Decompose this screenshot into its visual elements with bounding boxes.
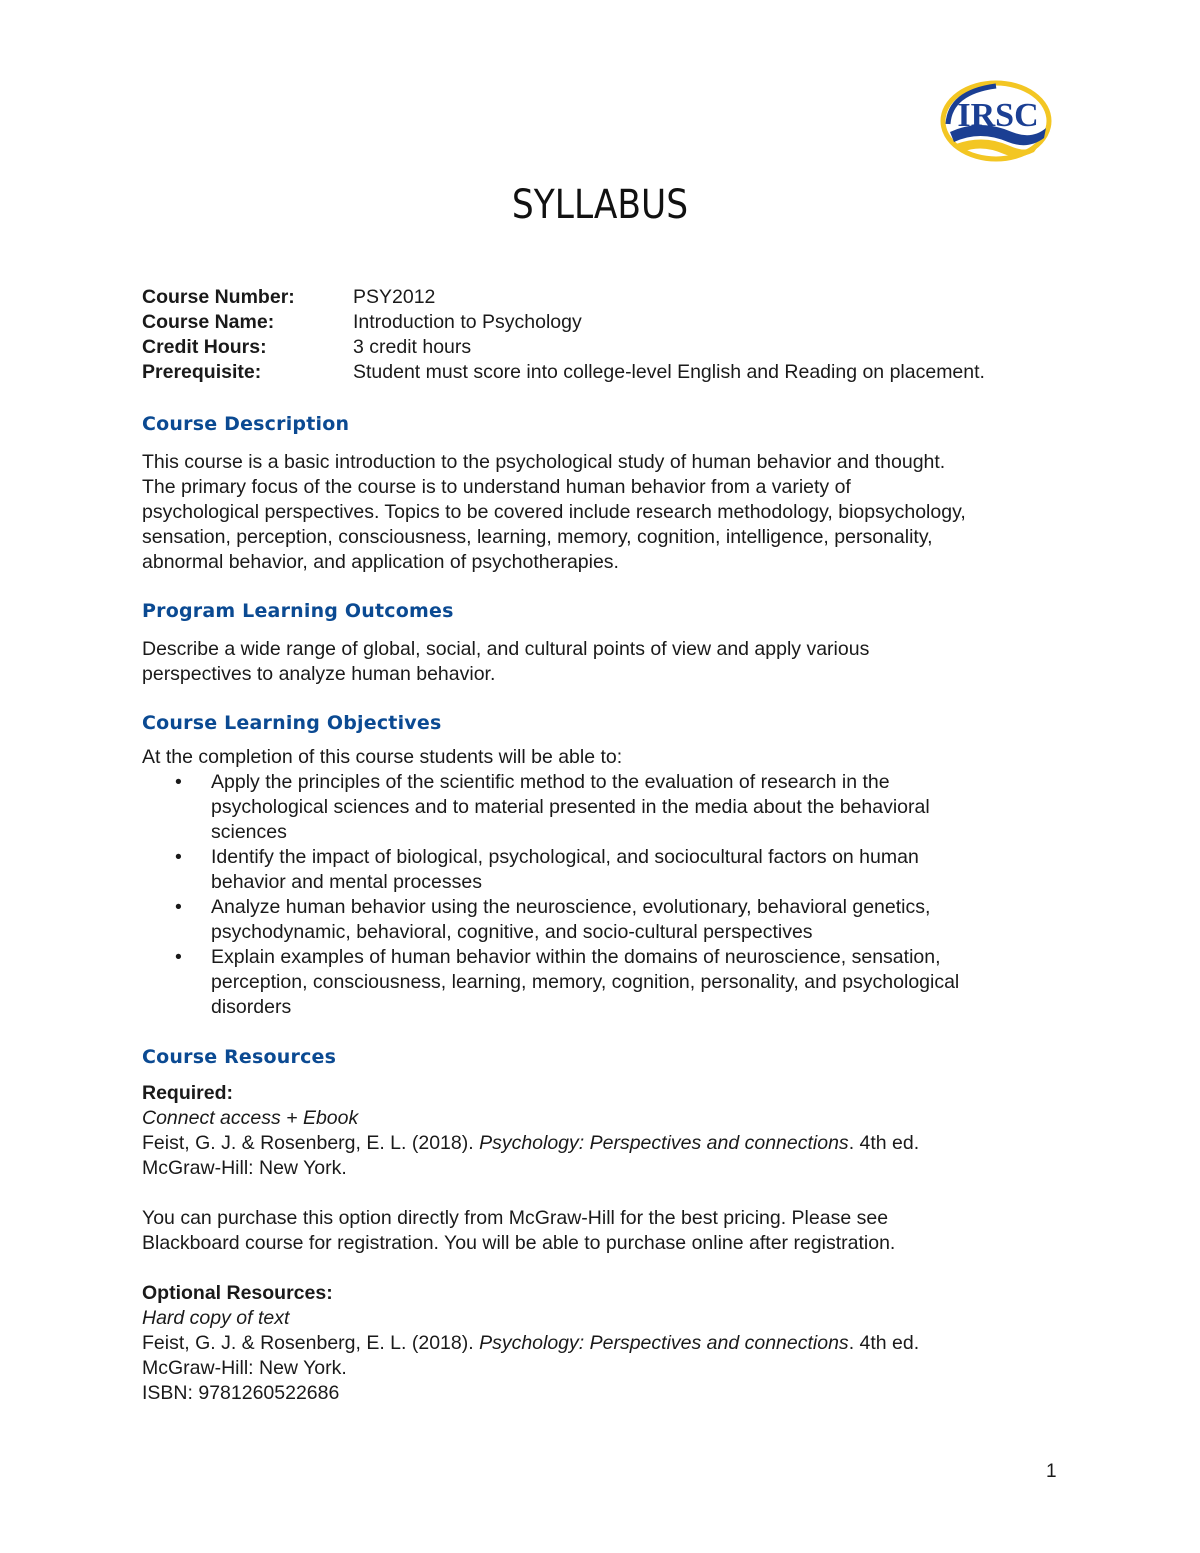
- page-title: SYLLABUS: [511, 182, 689, 228]
- objectives-list: [142, 770, 1072, 1020]
- objectives-intro: At the completion of this course students will be able to:: [142, 746, 623, 768]
- optional-item: Hard copy of text: [142, 1307, 290, 1329]
- bullet-icon: •: [175, 846, 182, 868]
- info-credit-hours: [142, 335, 1072, 360]
- text-line: sensation, perception, consciousness, learning, memory, cognition, intelligence, personality,: [142, 526, 933, 548]
- page-number: 1: [1046, 1461, 1057, 1482]
- optional-citation: [142, 1331, 1072, 1356]
- info-value: 3 credit hours: [353, 336, 472, 358]
- optional-publisher: McGraw-Hill: New York.: [142, 1357, 347, 1379]
- text-line: You can purchase this option directly from McGraw-Hill for the best pricing. Please see: [142, 1207, 889, 1229]
- text-line: abnormal behavior, and application of psychotherapies.: [142, 551, 619, 573]
- text-line: Describe a wide range of global, social, and cultural points of view and apply various: [142, 638, 870, 660]
- text-line: psychodynamic, behavioral, cognitive, and socio-cultural perspectives: [211, 921, 813, 943]
- text-line: psychological sciences and to material presented in the media about the behavioral: [211, 796, 930, 818]
- required-resources: [142, 1081, 1072, 1256]
- info-label: Prerequisite:: [142, 361, 262, 383]
- optional-isbn: ISBN: 9781260522686: [142, 1382, 340, 1404]
- info-value: PSY2012: [353, 286, 436, 308]
- citation-title: Psychology: Perspectives and connections: [479, 1332, 849, 1354]
- course-info: [142, 285, 1072, 385]
- text-line: disorders: [211, 996, 292, 1018]
- citation-edition: . 4th ed.: [848, 1332, 920, 1354]
- content: [142, 285, 1072, 1406]
- required-publisher: McGraw-Hill: New York.: [142, 1157, 347, 1179]
- text-line: Explain examples of human behavior within the domains of neuroscience, sensation,: [211, 946, 941, 968]
- course-description-text: [142, 450, 1072, 575]
- text-line: behavior and mental processes: [211, 871, 482, 893]
- irsc-logo: [940, 80, 1052, 162]
- heading-course-description: Course Description: [142, 413, 350, 435]
- list-item: [142, 770, 1072, 845]
- text-line: psychological perspectives. Topics to be covered include research methodology, biopsychology,: [142, 501, 966, 523]
- text-line: sciences: [211, 821, 287, 843]
- info-label: Credit Hours:: [142, 336, 267, 358]
- text-line: The primary focus of the course is to understand human behavior from a variety of: [142, 476, 851, 498]
- bullet-icon: •: [175, 896, 182, 918]
- info-label: Course Number:: [142, 286, 295, 308]
- citation-authors: Feist, G. J. & Rosenberg, E. L. (2018).: [142, 1332, 480, 1354]
- bullet-icon: •: [175, 771, 182, 793]
- text-line: Identify the impact of biological, psychological, and sociocultural factors on human: [211, 846, 919, 868]
- required-label: Required:: [142, 1082, 234, 1104]
- heading-program-learning-outcomes: Program Learning Outcomes: [142, 600, 454, 622]
- optional-label: Optional Resources:: [142, 1282, 333, 1304]
- optional-resources: [142, 1281, 1072, 1406]
- required-citation: [142, 1131, 1072, 1156]
- svg-text:IRSC: IRSC: [957, 97, 1039, 134]
- list-item: [142, 845, 1072, 895]
- info-label: Course Name:: [142, 311, 275, 333]
- heading-course-resources: Course Resources: [142, 1046, 337, 1068]
- text-line: perspectives to analyze human behavior.: [142, 663, 496, 685]
- list-item: [142, 895, 1072, 945]
- info-value: Student must score into college-level English and Reading on placement.: [353, 361, 985, 383]
- text-line: perception, consciousness, learning, memory, cognition, personality, and psychological: [211, 971, 960, 993]
- list-item: [142, 945, 1072, 1020]
- text-line: Analyze human behavior using the neuroscience, evolutionary, behavioral genetics,: [211, 896, 931, 918]
- citation-edition: . 4th ed.: [848, 1132, 920, 1154]
- info-prerequisite: [142, 360, 1072, 385]
- bullet-icon: •: [175, 946, 182, 968]
- required-item: Connect access + Ebook: [142, 1107, 359, 1129]
- heading-course-learning-objectives: Course Learning Objectives: [142, 712, 442, 734]
- program-outcomes-text: [142, 637, 1072, 687]
- info-course-name: [142, 310, 1072, 335]
- citation-authors: Feist, G. J. & Rosenberg, E. L. (2018).: [142, 1132, 480, 1154]
- text-line: Blackboard course for registration. You will be able to purchase online after registration.: [142, 1232, 896, 1254]
- info-course-number: [142, 285, 1072, 310]
- text-line: This course is a basic introduction to the psychological study of human behavior and thought.: [142, 451, 946, 473]
- info-value: Introduction to Psychology: [353, 311, 582, 333]
- text-line: Apply the principles of the scientific method to the evaluation of research in the: [211, 771, 890, 793]
- citation-title: Psychology: Perspectives and connections: [479, 1132, 849, 1154]
